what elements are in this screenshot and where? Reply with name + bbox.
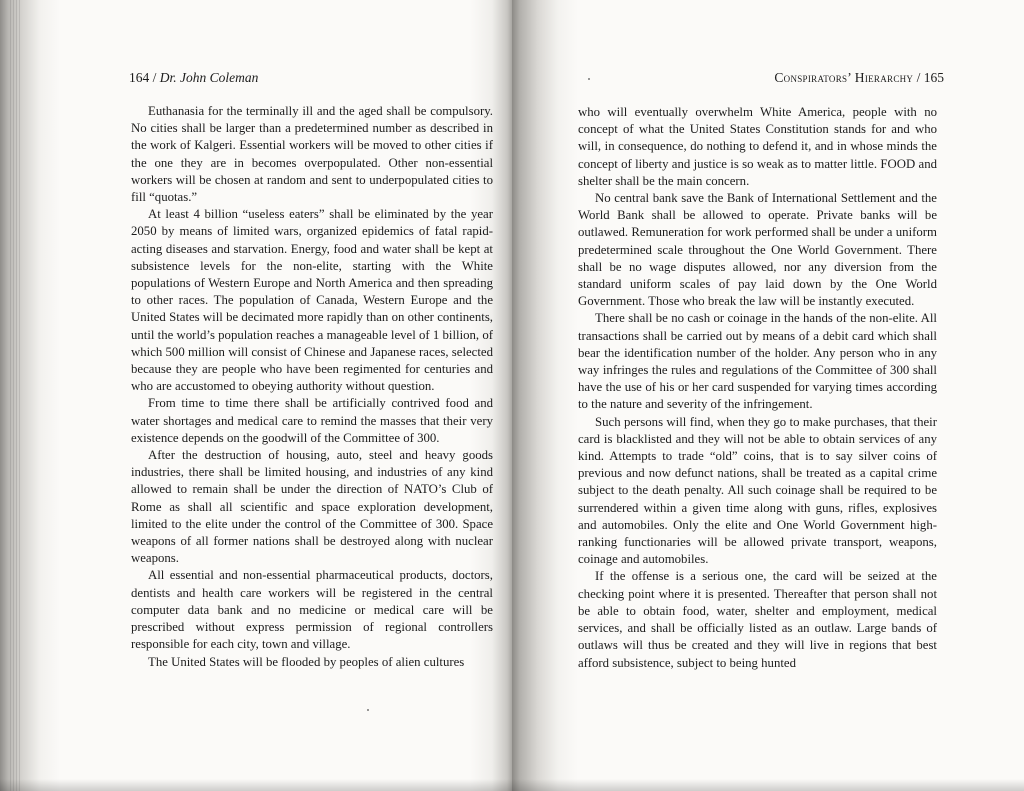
left-running-head: [129, 70, 258, 86]
paragraph: There shall be no cash or coinage in the hands of the non-elite. All transactions shall be carried out by means of a debit card which shall bear the identification number of the holder. Any person who in any way infringes the rules and regulations of the Committee of 300 shall have the use of his or her card suspended for varying times according to the nature and severity of the infringement.: [578, 311, 937, 412]
paragraph: At least 4 billion “useless eaters” shall be eliminated by the year 2050 by means of limited wars, organized epidemics of fatal rapid-acting diseases and starvation. Energy, food and water shall be kept at subsistence levels for the non-elite, starting with the White populations of Western Europe and North America and then spreading to other races. The population of Canada, Western Europe and the United States will be decimated more rapidly than on other continents, until the world’s population reaches a manageable level of 1 billion, of which 500 million will consist of Chinese and Japanese races, selected because they are people who have been regimented for centuries and who are accustomed to obeying authority without question.: [131, 207, 493, 394]
paragraph: After the destruction of housing, auto, steel and heavy goods industries, there shall be limited housing, and industries of any kind allowed to remain shall be under the direction of NATO’s Club of Rome as shall all scientific and space exploration development, limited to the elite under the control of the Committee of 300. Space weapons of all former nations shall be destroyed along with nuclear weapons.: [131, 448, 493, 566]
paragraph: No central bank save the Bank of International Settlement and the World Bank shall be allowed to operate. Private banks will be outlawed. Remuneration for work performed shall be under a uniform predetermined scale throughout the One World Government. There shall be no wage disputes allowed, nor any diversion from the standard uniform scales of pay laid down by the One World Government. Those who break the law will be instantly executed.: [578, 191, 937, 309]
paragraph: Euthanasia for the terminally ill and the aged shall be compulsory. No cities shall be larger than a predetermined number as described in the work of Kalgeri. Essential workers will be moved to other cities if the one they are in becomes overpopulated. Other non-essential workers will be chosen at random and sent to underpopulated cities to fill “quotas.”: [131, 104, 493, 205]
left-page-number: 164: [129, 70, 150, 85]
right-running-head: [774, 70, 944, 86]
page-bottom-shadow: [512, 779, 1024, 791]
right-head-separator: /: [916, 70, 921, 85]
paragraph-continuation: who will eventually overwhelm White America, people with no concept of what the United States Constitution stands for and who will, in consequence, do nothing to defend it, and in whose minds the concept of liberty and justice is so weak as to matter little. FOOD and shelter shall be the main concern.: [578, 105, 937, 188]
paragraph: The United States will be flooded by peoples of alien cultures: [148, 654, 465, 669]
right-page: [512, 0, 1024, 791]
right-body-text: [578, 104, 937, 672]
left-head-separator: /: [152, 70, 157, 85]
paragraph: Such persons will find, when they go to make purchases, that their card is blacklisted and they will not be able to obtain services of any kind. Attempts to trade “old” coins, that is to say silver coins of previous and now defunct nations, shall be treated as a capital crime subject to the death penalty. All such coinage shall be required to be surrendered within a given time along with guns, rifles, explosives and automobiles. Only the elite and One World Government high-ranking functionaries will be allowed private transport, weapons, coinage and automobiles.: [578, 414, 937, 567]
page-bottom-shadow: [0, 779, 512, 791]
left-body-text: [131, 103, 493, 671]
paragraph: From time to time there shall be artificially contrived food and water shortages and medical care to remind the masses that their very existence depends on the goodwill of the Committee of 300.: [131, 396, 493, 445]
paragraph: All essential and non-essential pharmaceutical products, doctors, dentists and health care workers will be registered in the central computer data bank and no medicine or medical care will be prescribed without express permission of regional controllers responsible for each city, town and village.: [131, 568, 493, 652]
book-title: Conspirators’ Hierarchy: [774, 70, 914, 85]
right-page-number: 165: [923, 70, 944, 85]
paragraph: If the offense is a serious one, the card will be seized at the checking point where it is presented. Thereafter that person shall not be able to obtain food, water, shelter and employment, medical services, and shall be officially listed as an outlaw. Large bands of outlaws will thus be created and they will live in regions that best afford subsistence, subject to being hunted: [578, 569, 937, 670]
print-speck: [367, 709, 369, 711]
author-name: Dr. John Coleman: [159, 70, 259, 85]
print-speck: [588, 78, 590, 80]
